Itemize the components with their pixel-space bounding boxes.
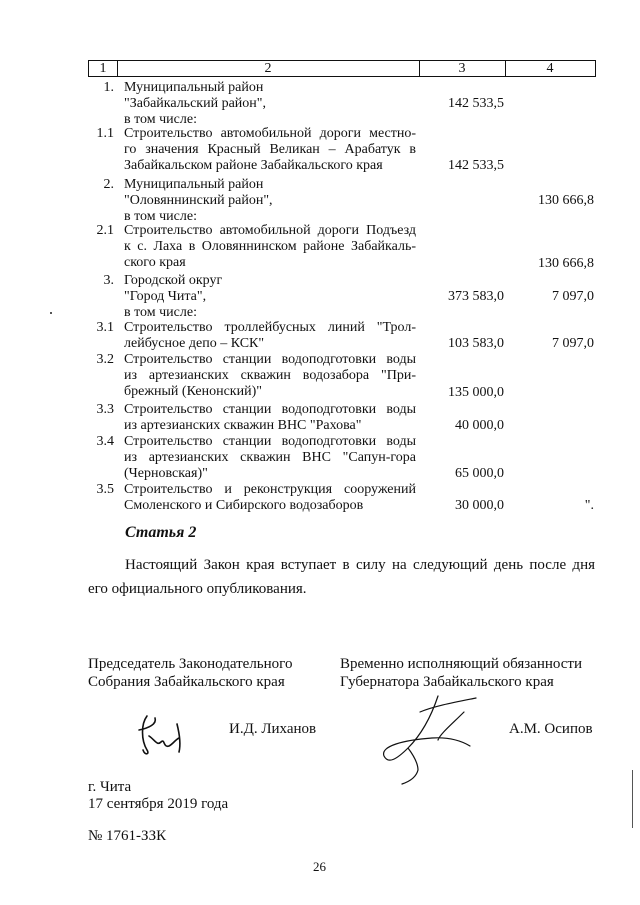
row-value-col3: 65 000,0 [455,466,504,481]
left-signatory-title-2: Собрания Забайкальского края [88,674,285,690]
row-line: го значения Красный Великан – Арабатук в [124,142,416,157]
row-line: Строительство автомобильной дороги местно- [124,126,416,141]
row-description [124,402,416,434]
row-value-col3: 142 533,5 [448,158,504,173]
article-title: Статья 2 [125,524,197,541]
row-line: в том числе: [124,305,197,320]
row-line: ского края [124,255,186,270]
right-signatory-name: А.М. Осипов [509,721,593,737]
row-value-col3: 135 000,0 [448,385,504,400]
row-line: (Черновская)" [124,466,208,481]
row-number: 3. [103,273,114,288]
row-line: Строительство станции водоподготовки воды [124,352,416,367]
row-number: 3.3 [96,402,114,417]
header-col-2: 2 [264,61,272,76]
row-value-col3: 142 533,5 [448,96,504,111]
row-line: "Забайкальский район", [124,96,266,111]
row-value-col4: 130 666,8 [538,193,594,208]
row-line: из артезианских скважин ВНС "Сапун-гора [124,450,416,465]
header-col-3: 3 [458,61,466,76]
left-signatory-name: И.Д. Лиханов [229,721,317,737]
row-value-col3: 103 583,0 [448,336,504,351]
row-value-col4: 7 097,0 [552,289,594,304]
row-line: Строительство и реконструкция сооружений [124,482,416,497]
header-col-1: 1 [99,61,107,76]
row-line: Строительство троллейбусных линий "Трол- [124,320,416,335]
row-description [124,273,416,321]
row-value-col4: ". [584,498,594,513]
law-number: № 1761-ЗЗК [88,828,167,844]
article-text-line-1: Настоящий Закон края вступает в силу на следующий день после дня [125,557,595,573]
scan-dot [50,312,52,314]
row-description [124,177,416,225]
row-description [124,434,416,482]
row-number: 2. [103,177,114,192]
row-line: Муниципальный район [124,80,264,95]
row-number: 3.2 [96,352,114,367]
row-number: 3.5 [96,482,114,497]
row-line: к с. Лаха в Оловяннинском районе Забайкаль- [124,239,416,254]
right-handwritten-signature [378,690,484,786]
row-line: лейбусное депо – КСК" [124,336,265,351]
row-line: "Оловяннинский район", [124,193,273,208]
row-line: Строительство автомобильной дороги Подъезд [124,223,416,238]
row-line: в том числе: [124,112,197,127]
row-number: 3.4 [96,434,114,449]
scan-edge-line [632,770,633,828]
left-signatory-title-1: Председатель Законодательного [88,656,293,672]
row-line: Забайкальском районе Забайкальского края [124,158,383,173]
row-line: "Город Чита", [124,289,207,304]
row-line: брежный (Кенонский)" [124,384,262,399]
left-handwritten-signature [135,710,191,758]
row-description [124,320,416,352]
row-value-col3: 40 000,0 [455,418,504,433]
table-header [88,60,596,77]
row-value-col4: 7 097,0 [552,336,594,351]
row-value-col4: 130 666,8 [538,256,594,271]
right-signatory-title-1: Временно исполняющий обязанности [340,656,583,672]
row-line: Муниципальный район [124,177,264,192]
row-line: Городской округ [124,273,223,288]
row-line: Смоленского и Сибирского водозаборов [124,498,364,513]
row-description [124,126,416,174]
right-signatory-title-2: Губернатора Забайкальского края [340,674,554,690]
article-text-line-2: его официального опубликования. [88,581,307,597]
row-description [124,482,416,514]
row-value-col3: 30 000,0 [455,498,504,513]
row-number: 1.1 [96,126,114,141]
header-col-4: 4 [546,61,554,76]
row-number: 3.1 [96,320,114,335]
row-line: в том числе: [124,209,197,224]
row-description [124,223,416,271]
row-number: 2.1 [96,223,114,238]
row-description [124,352,416,400]
row-line: из артезианских скважин водозабора "При- [124,368,416,383]
row-description [124,80,416,128]
row-line: Строительство станции водоподготовки воды [124,434,416,449]
signing-date: 17 сентября 2019 года [88,796,229,812]
page-number: 26 [313,859,326,874]
row-value-col3: 373 583,0 [448,289,504,304]
row-line: из артезианских скважин ВНС "Рахова" [124,418,362,433]
row-line: Строительство станции водоподготовки воды [124,402,416,417]
city: г. Чита [88,779,132,795]
row-number: 1. [103,80,114,95]
